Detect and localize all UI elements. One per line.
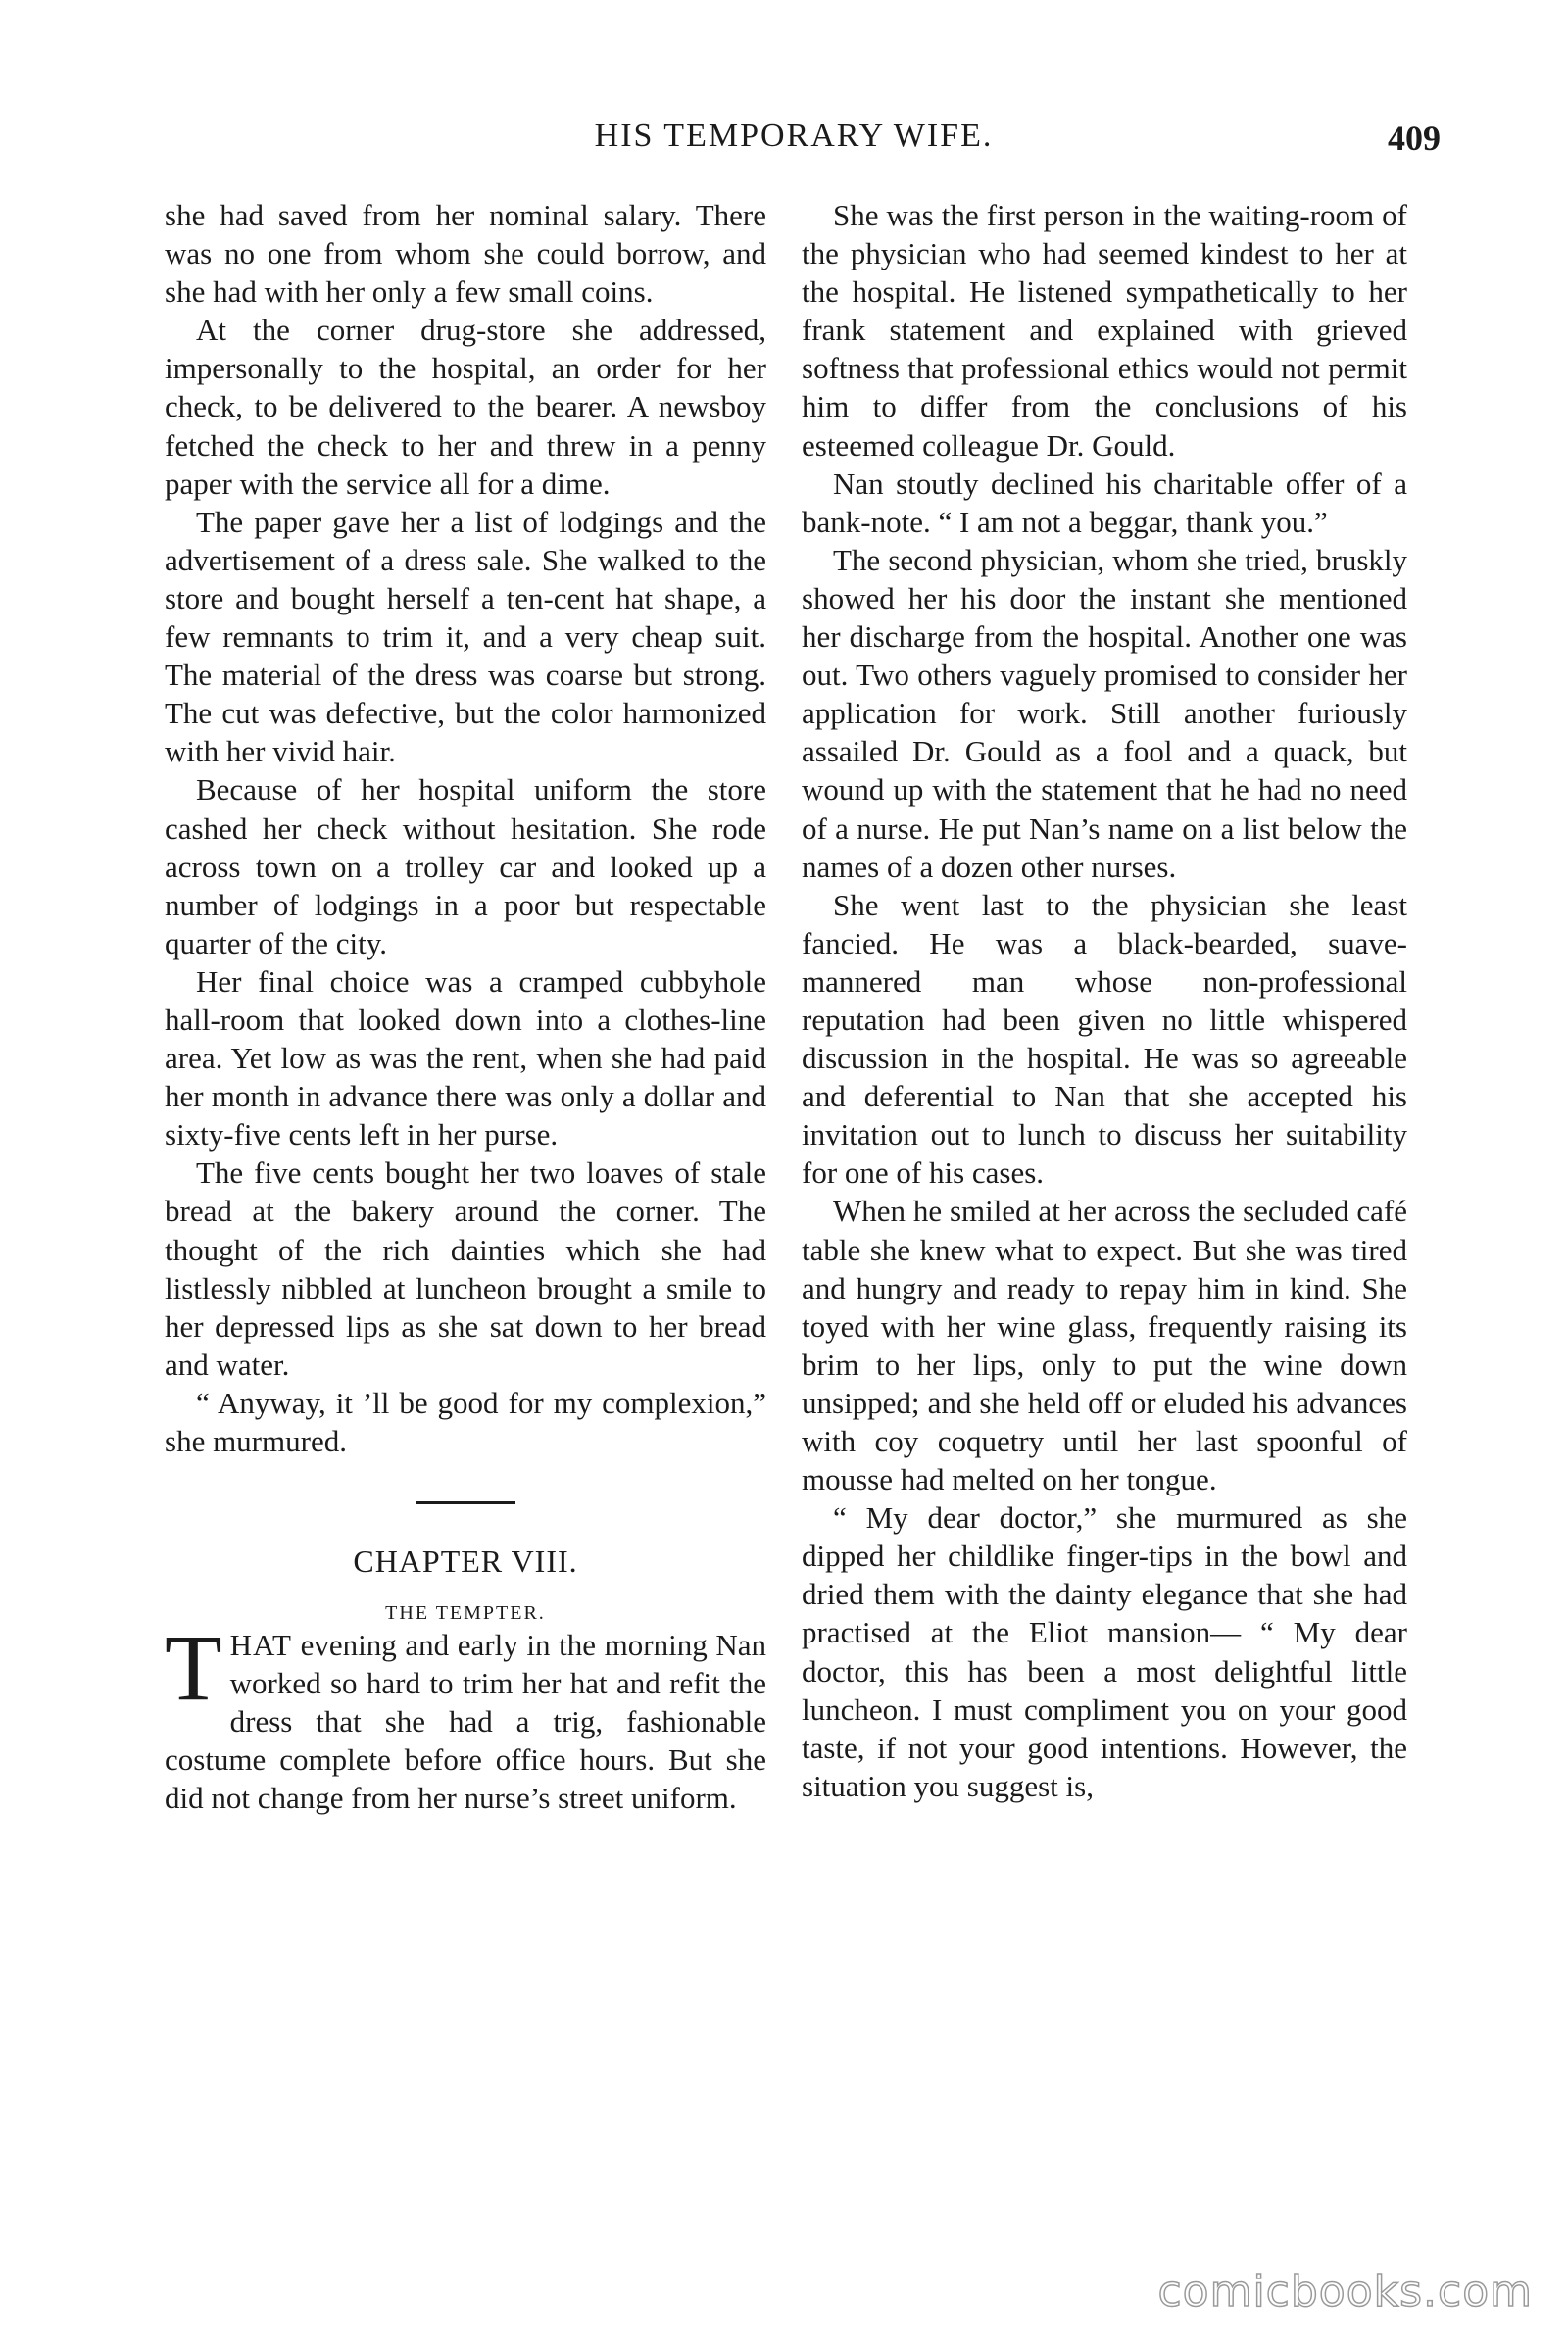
running-title: HIS TEMPORARY WIFE. [594,118,994,154]
drop-cap: T [165,1615,222,1721]
left-column [165,196,766,1818]
right-column [802,196,1407,1805]
chapter-opening-text: evening and early in the morning Nan worked so hard to trim her hat and refit the dress that she had a trig, fashionable costume complete before office hours. But she did not change from her nurse’s street uniform. [165,1628,766,1816]
paragraph: she had saved from her nominal salary. There was no one from whom she could borrow, and she had with her only a few small coins. [165,198,766,310]
chapter-subtitle: THE TEMPTER. [385,1602,546,1625]
paragraph: The five cents bought her two loaves of stale bread at the bakery around the corner. The thought of the rich dainties which she had listlessly nibbled at luncheon brought a smile to her depressed lips as she sat down to her bread and water. [165,1155,766,1382]
paragraph: Nan stoutly declined his charitable offer of a bank-note. “ I am not a beggar, thank you.” [802,466,1407,539]
chapter-heading: CHAPTER VIII. [353,1544,578,1580]
running-head [147,118,1441,176]
paragraph: She went last to the physician she least fancied. He was a black-bearded, suave-mannered man whose non-professional reputation had been given no little whispered discussion in the hospital. He was so agreeable and deferential to Nan that she accepted his invitation out to lunch to discuss her suitability for one of his cases. [802,887,1407,1191]
paragraph: When he smiled at her across the secluded café table she knew what to expect. But she was tired and hungry and ready to repay him in kind. She toyed with her wine glass, frequently raising its brim to her lips, only to put the wine down unsipped; and she held off or eluded his advances with coy coquetry until her last spoonful of mousse had melted on her tongue. [802,1194,1407,1497]
section-divider [416,1501,515,1504]
chapter-first-word: HAT [229,1628,292,1663]
paragraph: She was the first person in the waiting-room of the physician who had seemed kindest to her at the hospital. He listened sympathetically to her frank statement and explained with grieved softness that professional ethics would not permit him to differ from the conclusions of his esteemed colleague Dr. Gould. [802,198,1407,463]
paragraph: The paper gave her a list of lodgings and the advertisement of a dress sale. She walked to the store and bought herself a ten-cent hat shape, a few remnants to trim it, and a very cheap suit. The material of the dress was coarse but strong. The cut was defective, but the color harmonized with her vivid hair. [165,504,766,769]
chapter-opening-paragraph [165,1615,766,1817]
paragraph: Because of her hospital uniform the store cashed her check without hesitation. She rode across town on a trolley car and looked up a number of lodgings in a poor but respectable quarter of the city. [165,772,766,960]
page-number: 409 [1388,119,1441,158]
site-watermark: comicbooks.com [1157,2267,1533,2317]
paragraph: At the corner drug-store she addressed, impersonally to the hospital, an order for her check, to be delivered to the bearer. A newsboy fetched the check to her and threw in a penny paper with the service all for a dime. [165,313,766,501]
paragraph: “ My dear doctor,” she murmured as she dipped her childlike finger-tips in the bowl and dried them with the dainty elegance that she had practised at the Eliot mansion— “ My dear doctor, this has been a most delightful little luncheon. I must compliment you on your good taste, if not your good intentions. However, the situation you suggest is, [802,1500,1407,1803]
paragraph: The second physician, whom she tried, bruskly showed her his door the instant she mentioned her discharge from the hospital. Another one was out. Two others vaguely promised to consider her application for work. Still another furiously assailed Dr. Gould as a fool and a quack, but wound up with the statement that he had no need of a nurse. He put Nan’s name on a list below the names of a dozen other nurses. [802,542,1407,884]
paragraph: Her final choice was a cramped cubbyhole hall-room that looked down into a clothes-line area. Yet low as was the rent, when she had paid her month in advance there was only a dollar and sixty-five cents left in her purse. [165,963,766,1152]
paragraph: “ Anyway, it ’ll be good for my complexion,” she murmured. [165,1385,766,1458]
